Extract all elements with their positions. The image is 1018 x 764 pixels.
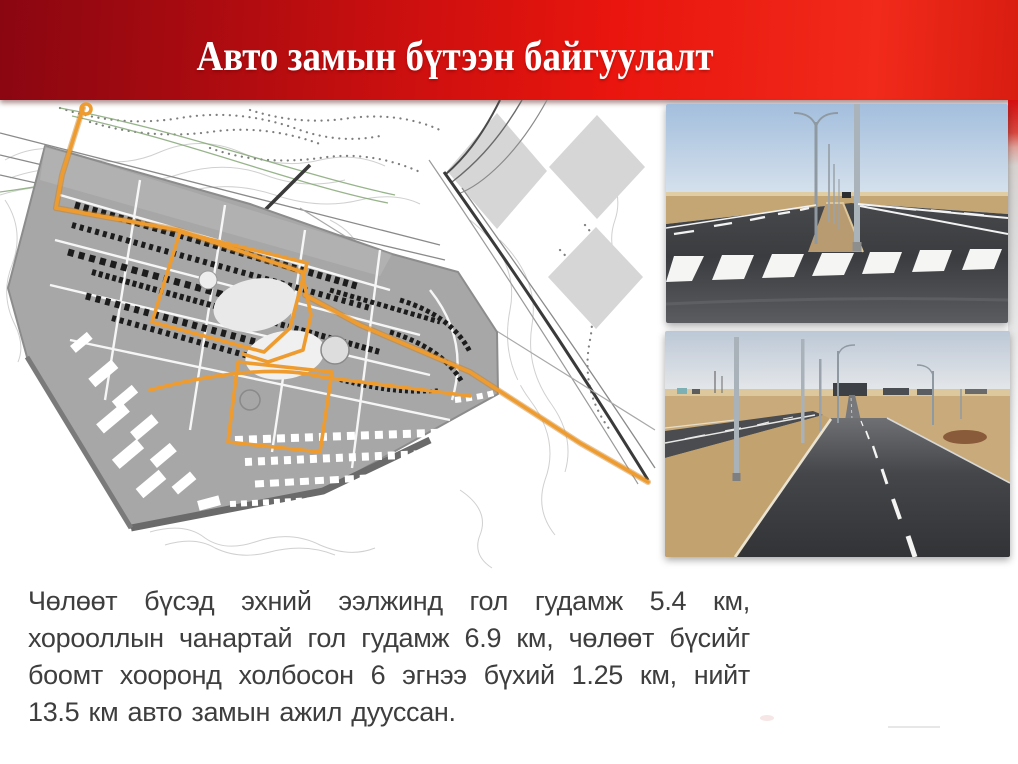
new-asphalt-road-photo: [665, 331, 1010, 557]
divided-road-crosswalk-photo: [666, 104, 1008, 323]
photo-top-svg: [666, 104, 1008, 323]
corner-line: [888, 726, 940, 728]
header-banner: [0, 0, 1018, 100]
corner-smudge: [760, 715, 774, 721]
slide-title: Авто замын бүтээн байгуулалт: [196, 34, 714, 80]
body-paragraph: [28, 583, 750, 731]
map-svg: [0, 100, 660, 572]
master-plan-map: [0, 100, 660, 572]
body-line: Чөлөөт бүсэд эхний ээлжинд гол гудамж 5.4 км,: [28, 586, 750, 616]
body-line: боомт хооронд холбосон 6 эгнээ бүхий 1.25 км, нийт: [28, 660, 750, 690]
body-line: 13.5 км авто замын ажил дууссан.: [28, 697, 456, 727]
body-line: хорооллын чанартай гол гудамж 6.9 км, чөлөөт бүсийг: [28, 623, 750, 653]
photo-bottom-svg: [665, 331, 1010, 557]
plan-area: [8, 146, 520, 528]
foreground-pole: [854, 104, 860, 250]
